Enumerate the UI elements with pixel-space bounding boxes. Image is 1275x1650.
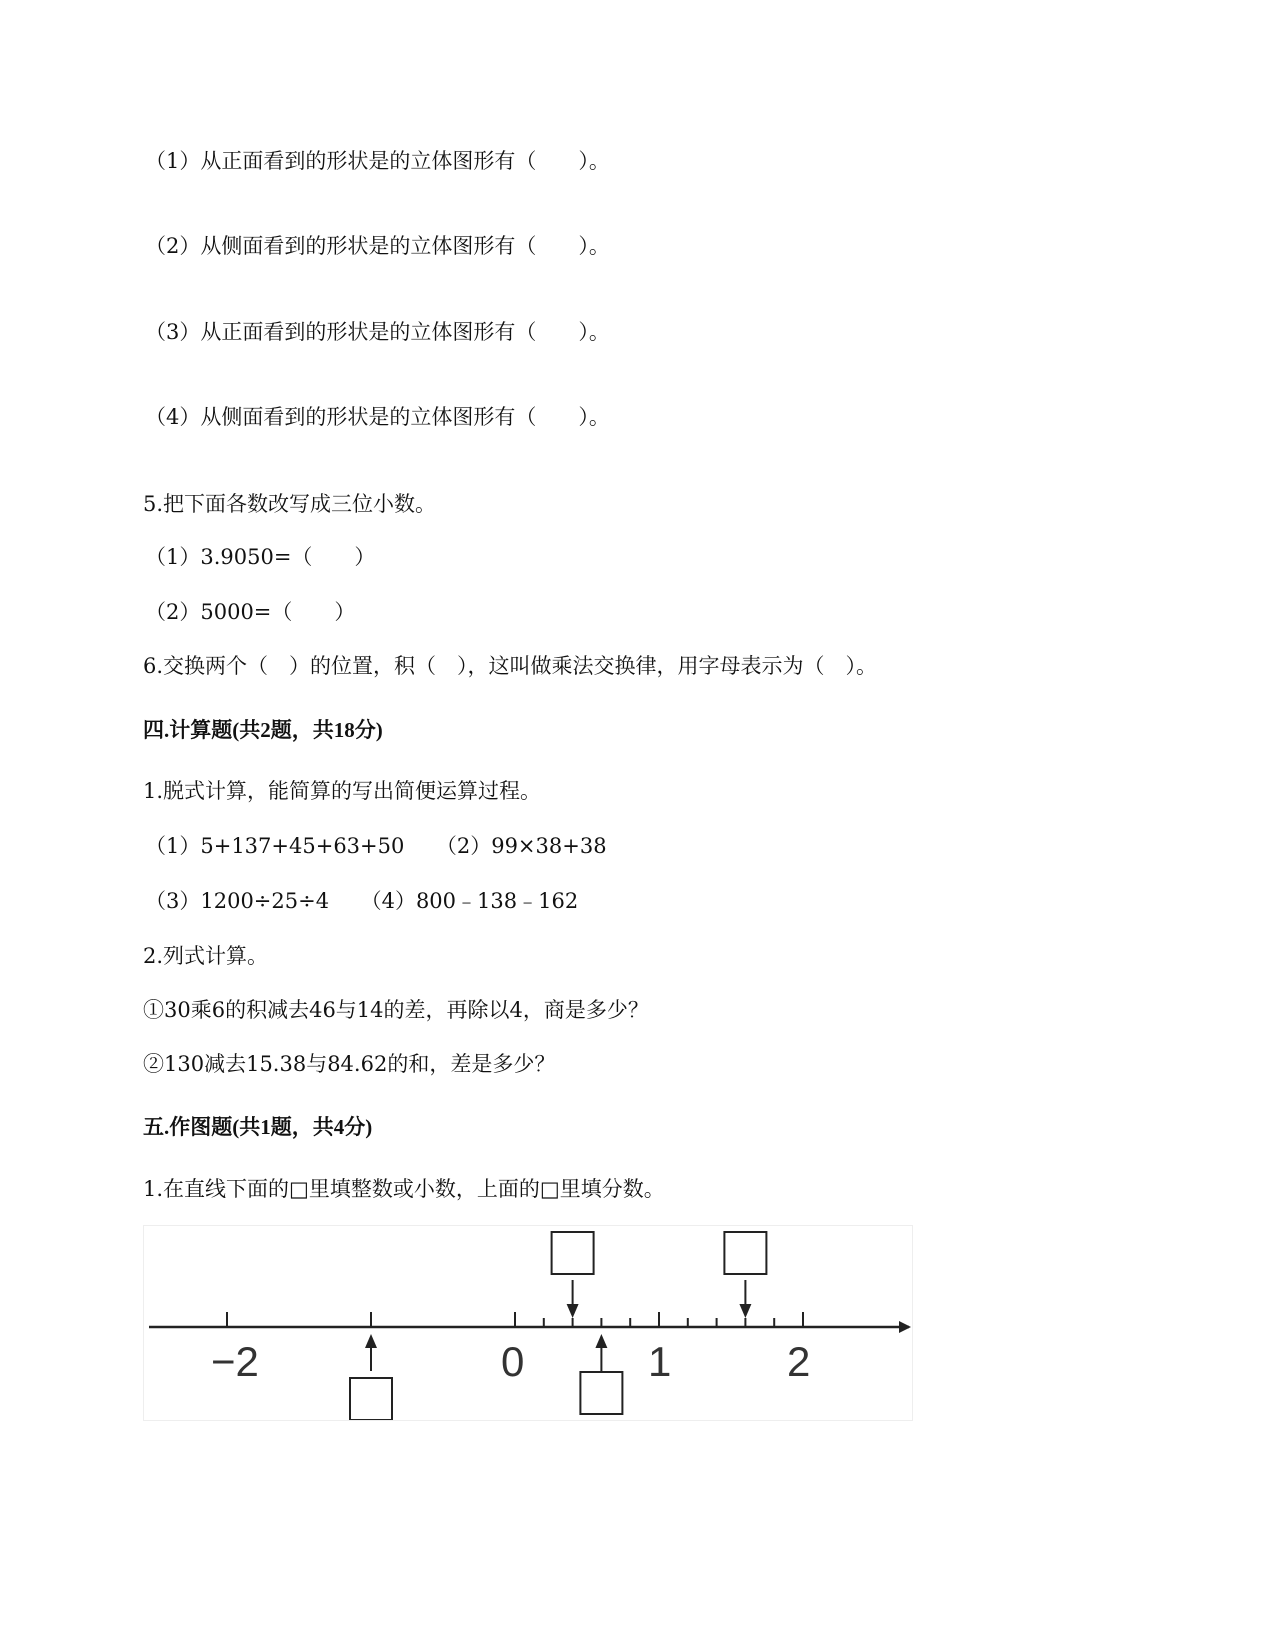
s4-q1-row1: （1）5+137+45+63+50 （2）99×38+38: [145, 834, 607, 858]
section4-heading: 四.计算题(共2题，共18分): [143, 718, 383, 742]
q5-item-2: （2）5000=（ ）: [145, 600, 356, 624]
number-line: [144, 1226, 912, 1420]
up-arrow-head-icon: [365, 1334, 377, 1348]
section5-heading: 五.作图题(共1题，共4分): [143, 1115, 373, 1139]
s4-q1-row2: （3）1200÷25÷4 （4）800﹣138﹣162: [145, 889, 579, 913]
label-neg2: −2: [211, 1338, 259, 1385]
axis-arrow-icon: [899, 1321, 911, 1333]
answer-box-bottom: [350, 1378, 392, 1420]
label-2: 2: [787, 1338, 811, 1385]
s4-q2: 2.列式计算。: [143, 944, 269, 968]
s4-q2-item-1: ①30乘6的积减去46与14的差，再除以4，商是多少？: [143, 998, 649, 1022]
s4-q1: 1.脱式计算，能简算的写出简便运算过程。: [143, 779, 542, 803]
down-arrow-head-icon: [739, 1304, 751, 1318]
down-arrow-head-icon: [567, 1304, 579, 1318]
q4-item-1: （1）从正面看到的形状是的立体图形有（ ）。: [145, 149, 610, 173]
q5-item-1: （1）3.9050=（ ）: [145, 545, 376, 569]
ticks: [227, 1312, 803, 1327]
q4-item-3: （3）从正面看到的形状是的立体图形有（ ）。: [145, 320, 610, 344]
number-line-figure: [143, 1225, 913, 1421]
s5-q1: 1.在直线下面的□里填整数或小数，上面的□里填分数。: [143, 1177, 665, 1201]
answer-box-top: [552, 1232, 594, 1274]
q5-title: 5.把下面各数改写成三位小数。: [143, 492, 437, 516]
label-0: 0: [501, 1338, 525, 1385]
answer-box-top: [724, 1232, 766, 1274]
answer-box-bottom: [580, 1372, 622, 1414]
q6: 6.交换两个（ ）的位置，积（ ），这叫做乘法交换律，用字母表示为（ ）。: [143, 654, 878, 678]
label-1: 1: [648, 1338, 672, 1385]
q4-item-4: （4）从侧面看到的形状是的立体图形有（ ）。: [145, 405, 610, 429]
up-arrow-head-icon: [595, 1334, 607, 1348]
s4-q2-item-2: ②130减去15.38与84.62的和，差是多少？: [143, 1052, 556, 1076]
q4-item-2: （2）从侧面看到的形状是的立体图形有（ ）。: [145, 234, 610, 258]
